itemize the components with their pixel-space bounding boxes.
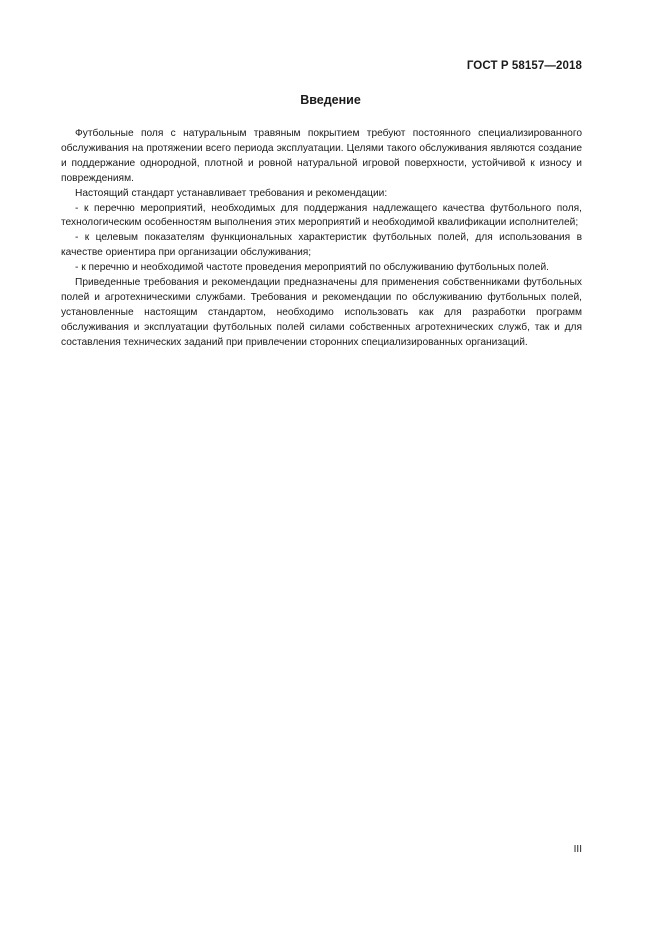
paragraph-application: Приведенные требования и рекомендации предназначены для применения собственниками футбольных полей и агротехническими службами. Требования и рекомендации по обслуживанию футбольных полей, установленные настоящим стандартом, необходимо использовать как для разработки программ обслуживания и эксплуатации футбольных полей силами собственных агротехнических служб, так и для составления технических заданий при привлечении сторонних специализированных организаций. [61,277,582,348]
page-number: III [573,844,582,855]
body-text [61,127,582,351]
standard-code: ГОСТ Р 58157—2018 [466,60,582,72]
paragraph-intro: Футбольные поля с натуральным травяным покрытием требуют постоянного специализированного обслуживания на протяжении всего периода эксплуатации. Целями такого обслуживания являются создание и поддержание однородной, плотной и ровной натуральной игровой поверхности, устойчивой к износу и повреждениям. [61,128,582,184]
paragraph-requirements-lead: Настоящий стандарт устанавливает требования и рекомендации: [75,187,388,199]
list-item-measures: - к перечню мероприятий, необходимых для поддержания надлежащего качества футбольного поля, технологическим особенностям выполнения этих мероприятий и необходимой квалификации исполнителей; [61,202,582,229]
list-item-target-indicators: - к целевым показателям функциональных характеристик футбольных полей, для использования в качестве ориентира при организации обслуживания; [61,232,582,259]
section-title: Введение [300,93,361,107]
list-item-frequency: - к перечню и необходимой частоте проведения мероприятий по обслуживанию футбольных полей. [75,262,549,274]
